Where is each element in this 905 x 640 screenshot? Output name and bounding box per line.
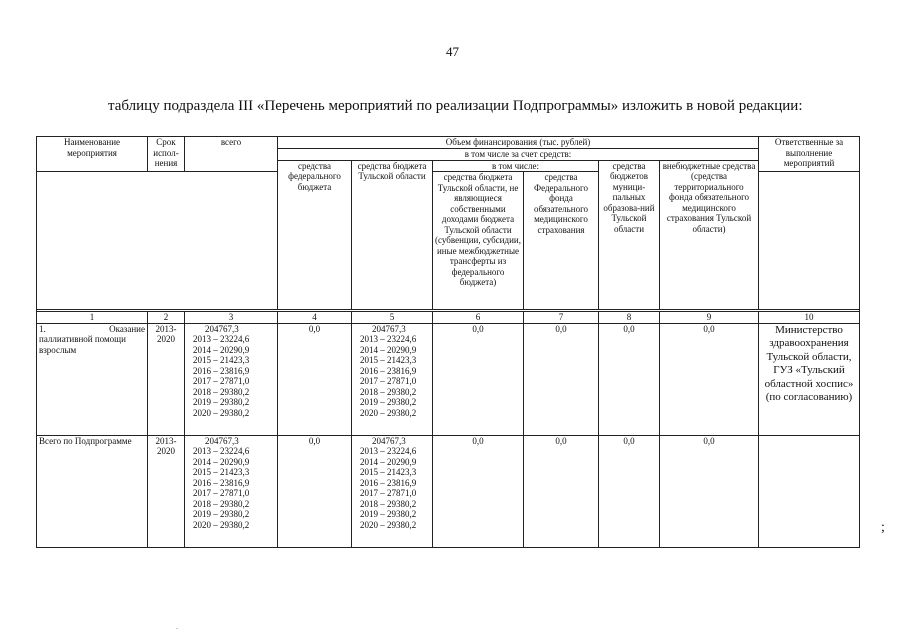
header-blank-left bbox=[37, 172, 278, 310]
column-number: 3 bbox=[185, 312, 278, 324]
total-year: 2020 – 29380,2 bbox=[193, 407, 250, 418]
regional-year: 2016 – 23816,9 bbox=[360, 365, 417, 376]
total-year: 2020 – 29380,2 bbox=[193, 519, 250, 530]
column-number: 10 bbox=[759, 312, 860, 324]
table-row bbox=[37, 435, 860, 547]
total-year: 2016 – 23816,9 bbox=[193, 477, 250, 488]
activities-table bbox=[36, 136, 860, 548]
total-year: 2013 – 23224,6 bbox=[193, 334, 250, 344]
header-term: Срок испол-нения bbox=[148, 137, 185, 172]
activity-extrabudget: 0,0 bbox=[660, 323, 759, 435]
regional-year: 2018 – 29380,2 bbox=[360, 498, 417, 509]
regional-year: 2014 – 20290,9 bbox=[360, 344, 417, 355]
column-number: 5 bbox=[352, 312, 433, 324]
stray-mark: . bbox=[176, 622, 178, 631]
total-year: 2014 – 20290,9 bbox=[193, 344, 250, 355]
total-year: 2017 – 27871,0 bbox=[193, 376, 250, 386]
regional-year: 2018 – 29380,2 bbox=[360, 386, 417, 397]
total-year: 2014 – 20290,9 bbox=[193, 456, 250, 467]
column-number: 8 bbox=[599, 312, 660, 324]
column-number: 6 bbox=[433, 312, 524, 324]
header-total: всего bbox=[185, 137, 278, 172]
regional-year: 2020 – 29380,2 bbox=[360, 519, 417, 530]
intro-text: таблицу подраздела III «Перечень мероприятий по реализации Подпрограммы» изложить в новой редакции: bbox=[108, 98, 803, 114]
regional-year: 2020 – 29380,2 bbox=[360, 407, 417, 418]
regional-sum: 204767,3 bbox=[372, 435, 406, 446]
activity-name-cell bbox=[37, 323, 148, 435]
header-federal: средства федерального бюджета bbox=[278, 160, 352, 310]
total-year: 2013 – 23224,6 bbox=[193, 446, 250, 456]
total-year: 2016 – 23816,9 bbox=[193, 365, 250, 376]
total-total bbox=[185, 435, 278, 547]
total-regional-own: 0,0 bbox=[433, 435, 524, 547]
column-number: 2 bbox=[148, 312, 185, 324]
activity-term: 2013-2020 bbox=[148, 323, 185, 435]
header-blank-right bbox=[759, 172, 860, 310]
activity-total bbox=[185, 323, 278, 435]
total-responsible bbox=[759, 435, 860, 547]
regional-year: 2017 – 27871,0 bbox=[360, 376, 417, 386]
header-including: в том числе: bbox=[433, 160, 599, 172]
header-regional-own: средства бюджета Тульской области, не являющиеся собственными доходами бюджета Тульской области (субвенции, субсидии, иные межбюджетные трансферты из федерального бюджета) bbox=[433, 172, 524, 310]
header-regional: средства бюджета Тульской области bbox=[352, 160, 433, 310]
activity-regional bbox=[352, 323, 433, 435]
total-year: 2018 – 29380,2 bbox=[193, 386, 250, 397]
total-year: 2015 – 21423,3 bbox=[193, 355, 250, 365]
regional-year: 2016 – 23816,9 bbox=[360, 477, 417, 488]
total-federal: 0,0 bbox=[278, 435, 352, 547]
total-year: 2019 – 29380,2 bbox=[193, 509, 250, 519]
activity-fund: 0,0 bbox=[524, 323, 599, 435]
activity-responsible: Министерство здравоохранения Тульской области, ГУЗ «Тульский областной хоспис» (по согласованию) bbox=[759, 323, 860, 435]
total-regional bbox=[352, 435, 433, 547]
column-number: 9 bbox=[660, 312, 759, 324]
regional-year: 2017 – 27871,0 bbox=[360, 488, 417, 498]
activity-federal: 0,0 bbox=[278, 323, 352, 435]
page-number: 47 bbox=[446, 44, 459, 59]
activity-name-first-word: Оказание bbox=[109, 323, 145, 334]
total-year: 2018 – 29380,2 bbox=[193, 498, 250, 509]
regional-year: 2014 – 20290,9 bbox=[360, 456, 417, 467]
total-year: 2015 – 21423,3 bbox=[193, 467, 250, 477]
header-including-sources: в том числе за счет средств: bbox=[278, 149, 759, 161]
column-number: 1 bbox=[37, 312, 148, 324]
activity-name: паллиативной помощи взрослым bbox=[39, 334, 126, 355]
regional-year: 2015 – 21423,3 bbox=[360, 355, 417, 365]
total-name: Всего по Подпрограмме bbox=[37, 435, 148, 547]
total-term: 2013-2020 bbox=[148, 435, 185, 547]
header-name: Наименование мероприятия bbox=[37, 137, 148, 172]
regional-sum: 204767,3 bbox=[372, 323, 406, 334]
total-year: 2019 – 29380,2 bbox=[193, 397, 250, 407]
activity-number: 1. bbox=[39, 323, 46, 334]
column-number: 7 bbox=[524, 312, 599, 324]
regional-year: 2013 – 23224,6 bbox=[360, 334, 417, 344]
total-year: 2017 – 27871,0 bbox=[193, 488, 250, 498]
total-municipal: 0,0 bbox=[599, 435, 660, 547]
total-fund: 0,0 bbox=[524, 435, 599, 547]
header-municipal: средства бюджетов муници-пальных образова-ний Тульской области bbox=[599, 160, 660, 310]
activity-regional-own: 0,0 bbox=[433, 323, 524, 435]
header-extrabudget: внебюджетные средства (средства территориального фонда обязательного медицинского страхования Тульской области) bbox=[660, 160, 759, 310]
total-sum: 204767,3 bbox=[205, 323, 239, 334]
regional-year: 2019 – 29380,2 bbox=[360, 509, 417, 519]
table-row bbox=[37, 323, 860, 435]
header-fund: средства Федерального фонда обязательного медицинского страхования bbox=[524, 172, 599, 310]
total-sum: 204767,3 bbox=[205, 435, 239, 446]
regional-year: 2019 – 29380,2 bbox=[360, 397, 417, 407]
header-financing: Объем финансирования (тыс. рублей) bbox=[278, 137, 759, 149]
total-extrabudget: 0,0 bbox=[660, 435, 759, 547]
activity-municipal: 0,0 bbox=[599, 323, 660, 435]
header-responsible: Ответственные за выполнение мероприятий bbox=[759, 137, 860, 172]
column-number: 4 bbox=[278, 312, 352, 324]
regional-year: 2015 – 21423,3 bbox=[360, 467, 417, 477]
trailing-semicolon: ; bbox=[881, 520, 885, 535]
regional-year: 2013 – 23224,6 bbox=[360, 446, 417, 456]
